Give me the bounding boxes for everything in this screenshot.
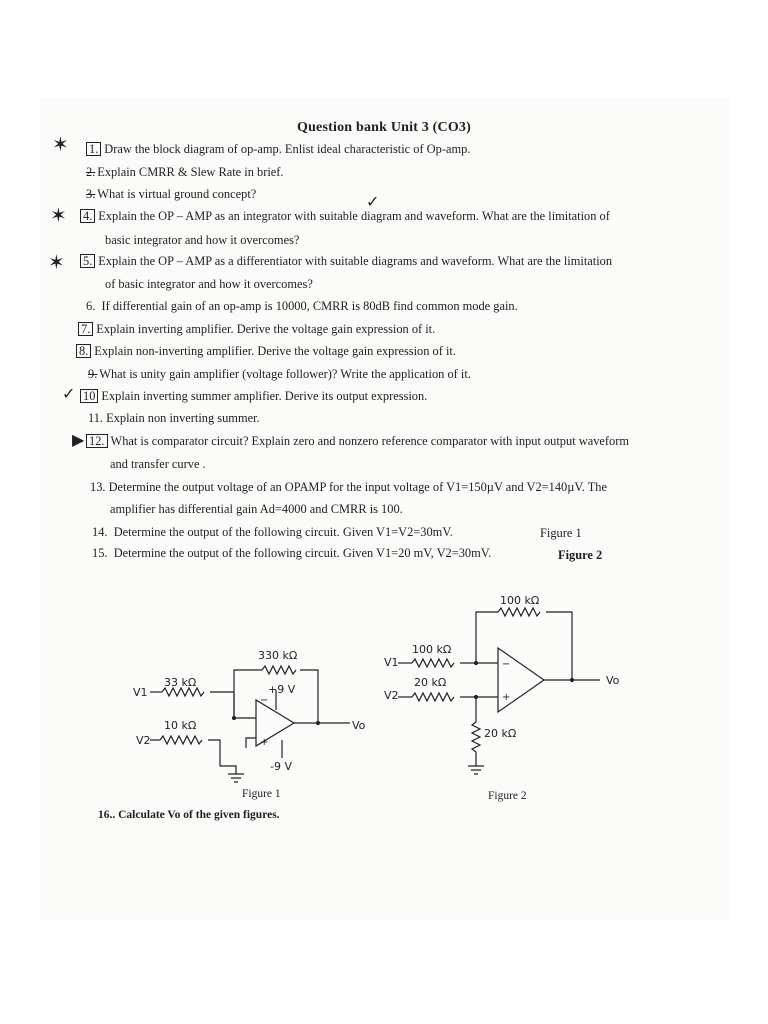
figure1-resistor-10k bbox=[160, 736, 202, 744]
question-number: 1. bbox=[86, 142, 101, 156]
figure2-r-in2-label: 20 kΩ bbox=[414, 676, 447, 689]
figure1-vout-label: Vo bbox=[352, 719, 366, 732]
question-14-figure-ref: Figure 1 bbox=[540, 526, 582, 540]
question-text: Determine the output of the following circuit. Given V1=V2=30mV. bbox=[113, 525, 453, 539]
figure2-resistor-ground-20k bbox=[472, 722, 480, 752]
question-text: Explain non inverting summer. bbox=[106, 411, 260, 425]
page-title: Question bank Unit 3 (CO3) bbox=[296, 120, 471, 135]
figure2-resistor-feedback-100k bbox=[498, 608, 540, 616]
question-number: 5. bbox=[80, 254, 95, 268]
star-mark-icon: ✶ bbox=[48, 250, 65, 274]
question-text: Explain non-inverting amplifier. Derive the voltage gain expression of it. bbox=[94, 344, 456, 358]
question-12-cont: and transfer curve . bbox=[110, 457, 206, 471]
question-text: If differential gain of an op-amp is 10000, CMRR is 80dB find common mode gain. bbox=[101, 299, 518, 313]
question-4-cont: basic integrator and how it overcomes? bbox=[105, 233, 300, 247]
question-text: Determine the output of the following circuit. Given V1=20 mV, V2=30mV. bbox=[113, 546, 492, 560]
question-13-cont: amplifier has differential gain Ad=4000 and CMRR is 100. bbox=[110, 502, 403, 516]
figure2-opamp-plus: + bbox=[502, 692, 511, 703]
question-5-cont: of basic integrator and how it overcomes? bbox=[105, 277, 313, 291]
question-text: Explain inverting summer amplifier. Derive its output expression. bbox=[101, 389, 428, 403]
question-number: 2. bbox=[86, 165, 96, 179]
star-mark-icon: ✶ bbox=[52, 132, 69, 156]
question-text: What is comparator circuit? Explain zero and nonzero reference comparator with input output waveform bbox=[110, 434, 629, 448]
question-text: What is unity gain amplifier (voltage follower)? Write the application of it. bbox=[99, 367, 471, 381]
figure2-r-in1-label: 100 kΩ bbox=[412, 643, 452, 656]
figure2-resistor-100k bbox=[412, 659, 454, 667]
figure1-v1-label: V1 bbox=[133, 686, 148, 699]
arrow-mark-icon: ▶ bbox=[72, 430, 85, 449]
star-mark-icon: ✶ bbox=[50, 203, 67, 227]
check-mark-icon: ✓ bbox=[62, 384, 76, 403]
figure1-supply-pos-label: +9 V bbox=[268, 683, 296, 696]
figure2-opamp-minus: − bbox=[502, 659, 511, 670]
figure2-circuit bbox=[398, 608, 600, 774]
question-number: 12. bbox=[86, 434, 108, 448]
question-text: Explain CMRR & Slew Rate in brief. bbox=[97, 165, 284, 179]
question-number: 10 bbox=[80, 389, 98, 403]
question-text: Draw the block diagram of op-amp. Enlist ideal characteristic of Op-amp. bbox=[104, 142, 471, 156]
figure2-v1-label: V1 bbox=[384, 656, 399, 669]
figure1-resistor-33k bbox=[162, 688, 204, 696]
figure2-v2-label: V2 bbox=[384, 689, 399, 702]
question-text: What is virtual ground concept? bbox=[97, 187, 257, 201]
figure2-caption: Figure 2 bbox=[488, 790, 527, 802]
question-text: Explain the OP – AMP as a differentiator with suitable diagrams and waveform. What are the limitation bbox=[98, 254, 613, 268]
question-text: Explain the OP – AMP as an integrator with suitable diagram and waveform. What are the limitation of bbox=[98, 209, 610, 223]
figure2-r-ground-label: 20 kΩ bbox=[484, 727, 517, 740]
figure1-supply-neg-label: -9 V bbox=[270, 760, 292, 773]
figure1-caption: Figure 1 bbox=[242, 788, 281, 800]
figure1-r-in1-label: 33 kΩ bbox=[164, 676, 197, 689]
question-text: Determine the output voltage of an OPAMP for the input voltage of V1=150µV and V2=140µV. The bbox=[108, 480, 607, 494]
question-number: 4. bbox=[80, 209, 95, 223]
figure1-v2-label: V2 bbox=[136, 734, 151, 747]
question-number: 9. bbox=[88, 367, 98, 381]
question-number: 6. bbox=[86, 299, 96, 313]
question-number: 14. bbox=[92, 525, 108, 539]
figure1-opamp-plus: + bbox=[260, 737, 269, 748]
figure2-vout-label: Vo bbox=[606, 674, 620, 687]
figure1-opamp-minus: − bbox=[260, 695, 269, 706]
figure1-r-in2-label: 10 kΩ bbox=[164, 719, 197, 732]
figure2-resistor-20k bbox=[412, 693, 454, 701]
question-text: Explain inverting amplifier. Derive the voltage gain expression of it. bbox=[96, 322, 436, 336]
question-number: 15. bbox=[92, 546, 108, 560]
question-number: 3. bbox=[86, 187, 96, 201]
check-mark-icon: ✓ bbox=[366, 192, 380, 211]
question-15-figure-ref: Figure 2 bbox=[558, 548, 603, 562]
question-16: 16.. Calculate Vo of the given figures. bbox=[98, 809, 280, 821]
figure2-r-feedback-label: 100 kΩ bbox=[500, 594, 540, 607]
figure1-r-feedback-label: 330 kΩ bbox=[258, 649, 298, 662]
figure1-resistor-330k bbox=[262, 666, 296, 674]
question-number: 8. bbox=[76, 344, 91, 358]
question-number: 7. bbox=[78, 322, 93, 336]
question-number: 11. bbox=[88, 411, 104, 425]
question-number: 13. bbox=[90, 480, 106, 494]
